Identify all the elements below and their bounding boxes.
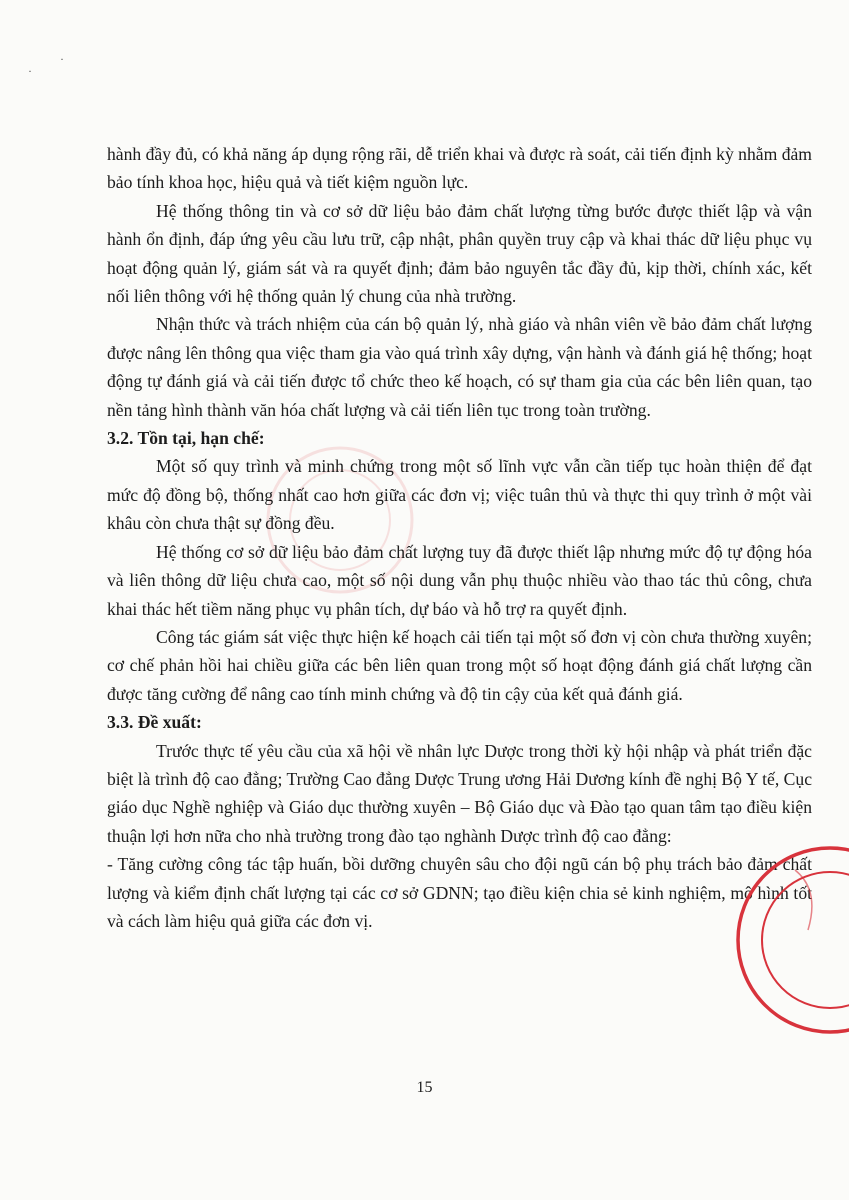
paragraph: Hệ thống thông tin và cơ sở dữ liệu bảo đảm chất lượng từng bước được thiết lập và vận hành ổn định, đáp ứng yêu cầu lưu trữ, cập nhật, phân quyền truy cập và khai thác dữ liệu phục vụ hoạt động quản lý, giám sát và ra quyết định; đảm bảo nguyên tắc đầy đủ, kịp thời, chính xác, kết nối liên thông với hệ thống quản lý chung của nhà trường. — [107, 200, 812, 307]
page-number: 15 — [416, 1079, 433, 1096]
section-heading-3-2: 3.2. Tồn tại, hạn chế: — [107, 428, 265, 449]
paragraph: Trước thực tế yêu cầu của xã hội về nhân lực Dược trong thời kỳ hội nhập và phát triển đặc biệt là trình độ cao đẳng; Trường Cao đẳng Dược Trung ương Hải Dương kính đề nghị Bộ Y tế, Cục giáo dục Nghề nghiệp và Giáo dục thường xuyên – Bộ Giáo dục và Đào tạo quan tâm tạo điều kiện thuận lợi hơn nữa cho nhà trường trong đào tạo nghành Dược trình độ cao đẳng: — [107, 740, 812, 846]
section-heading-3-3: 3.3. Đề xuất: — [107, 712, 202, 733]
bullet-item: - Tăng cường công tác tập huấn, bồi dưỡng chuyên sâu cho đội ngũ cán bộ phụ trách bảo đảm chất lượng và kiểm định chất lượng tại các cơ sở GDNN; tạo điều kiện chia sẻ kinh nghiệm, mô hình tốt và cách làm hiệu quả giữa các đơn vị. — [107, 854, 812, 931]
paragraph: hành đầy đủ, có khả năng áp dụng rộng rãi, dễ triển khai và được rà soát, cải tiến định kỳ nhằm đảm bảo tính khoa học, hiệu quả và tiết kiệm nguồn lực. — [107, 144, 812, 193]
scan-speck: · — [28, 64, 32, 78]
paragraph: Nhận thức và trách nhiệm của cán bộ quản lý, nhà giáo và nhân viên về bảo đảm chất lượng được nâng lên thông qua việc tham gia vào quá trình xây dựng, vận hành và đánh giá hệ thống; hoạt động tự đánh giá và cải tiến được tổ chức theo kế hoạch, có sự tham gia của các bên liên quan, tạo nền tảng hình thành văn hóa chất lượng và cải tiến liên tục trong toàn trường. — [107, 314, 812, 420]
paragraph: Một số quy trình và minh chứng trong một số lĩnh vực vẫn cần tiếp tục hoàn thiện để đạt mức độ đồng bộ, thống nhất cao hơn giữa các đơn vị; việc tuân thủ và thực thi quy trình ở một vài khâu còn chưa thật sự đồng đều. — [107, 456, 812, 534]
paragraph: Hệ thống cơ sở dữ liệu bảo đảm chất lượng tuy đã được thiết lập nhưng mức độ tự động hóa và liên thông dữ liệu chưa cao, một số nội dung vẫn phụ thuộc nhiều vào thao tác thủ công, chưa khai thác hết tiềm năng phục vụ phân tích, dự báo và hỗ trợ ra quyết định. — [107, 541, 812, 619]
scan-speck: · — [60, 52, 64, 66]
document-body — [107, 140, 812, 935]
paragraph: Công tác giám sát việc thực hiện kế hoạch cải tiến tại một số đơn vị còn chưa thường xuyên; cơ chế phản hồi hai chiều giữa các bên liên quan trong một số hoạt động đánh giá chất lượng cần được tăng cường để nâng cao tính minh chứng và độ tin cậy của kết quả đánh giá. — [107, 626, 812, 704]
red-seal-stamp — [680, 840, 849, 1040]
